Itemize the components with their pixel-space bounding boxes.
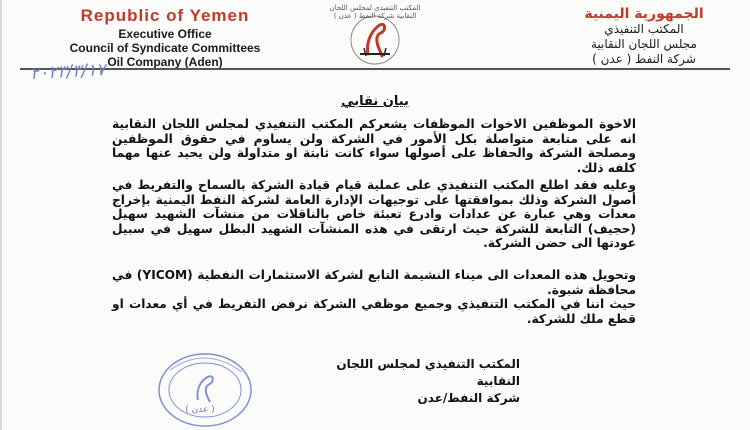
- paragraph-text: وعليه فقد اطلع المكتب التنفيذي على عملية قيام قيادة الشركة بالسماح والتفريط في أصول الشركة وذلك بموافقتها على توجيهات الإدارة العامة لشركة النفط اليمنية بإخراج معدات وهي عبارة عن عدادات وادرع تعبئة خاص بالناقلات من منشآت الشهيد سهيل (حجيف) التابعة للشركة حيث ارتقى في هذه المنشآت الشهيد البطل سهيل في سبيل عودتها الى حضن الشركة.: [112, 178, 636, 251]
- header-ar-country: الجمهورية اليمنية: [584, 6, 704, 22]
- paragraph-text: الاخوة الموظفين الاخوات الموظفات يشعركم المكتب التنفيذي لمجلس اللجان النقابية انه على متابعة متواصلة بكل الأمور في الشركة ولن يساوم في حقوق الموظفين ومصلحة الشركة والحفاظ على أصولها سواء كانت ثابتة او متداولة ولن يحيد عنها مهما كلفه ذلك.: [112, 117, 636, 175]
- signature-company: شركة النفط/عدن: [417, 391, 520, 405]
- header-en-country: Republic of Yemen: [80, 6, 250, 25]
- header-en-office: Executive Office: [118, 27, 212, 41]
- header-ar-company: شركة النفط ( عدن ): [592, 52, 696, 66]
- official-stamp-icon: [150, 340, 260, 430]
- paragraph-4: [112, 297, 636, 326]
- signature-block: [320, 356, 520, 407]
- header-ar-council: مجلس اللجان النقابية: [591, 37, 697, 51]
- paragraph-1: [112, 117, 636, 175]
- handwritten-date: ٢٠٢٣/٣/١٧: [29, 60, 106, 84]
- header-ar-office: المكتب التنفيذي: [604, 22, 684, 36]
- paragraph-2: [112, 178, 636, 251]
- stamp-label: ( عدن ): [185, 405, 215, 415]
- paragraph-3: [112, 268, 636, 297]
- header-english: [20, 6, 310, 69]
- header-arabic: [554, 6, 734, 67]
- paragraph-text: حيث اننا في المكتب التنفيذي وجميع موظفي الشركة نرفض التفريط في أي معدات او قطع ملك للشركة.: [112, 297, 636, 326]
- paragraph-text: وتحويل هذه المعدات الى ميناء النشيمة التابع لشركة الاستثمارات النفطية (YICOM) في محافظة شبوة.: [112, 268, 636, 297]
- signature-office: المكتب التنفيذي لمجلس اللجان النقابية: [336, 357, 520, 388]
- document-title: بيان نقابي: [341, 94, 409, 109]
- header-en-council: Council of Syndicate Committees: [69, 41, 261, 55]
- header-divider: [20, 68, 730, 70]
- logo-caption: المكتب التنفيذي لمجلس اللجان النقابية شركة النفط ( عدن ): [329, 4, 421, 20]
- header-en-company: Oil Company (Aden): [107, 55, 223, 69]
